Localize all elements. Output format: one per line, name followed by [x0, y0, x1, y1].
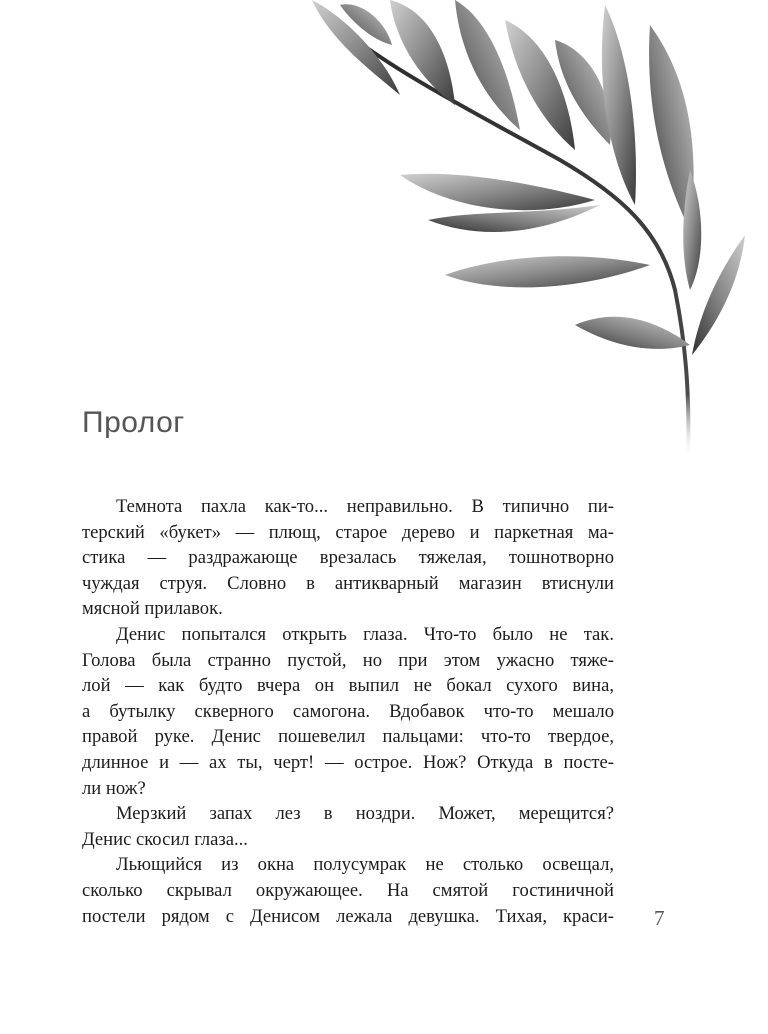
chapter-title: Пролог: [82, 406, 185, 439]
text-line: терский «букет» — плющ, старое дерево и паркетная ма-: [82, 521, 614, 543]
text-line: Денис скосил глаза...: [82, 828, 248, 850]
text-line: длинное и — ах ты, черт! — острое. Нож? Откуда в посте-: [82, 751, 614, 773]
leaf-13: [445, 256, 650, 287]
text-line: постели рядом с Денисом лежала девушка. Тихая, краси-: [82, 905, 614, 927]
leaf-14: [575, 317, 690, 349]
leaf-11: [400, 174, 595, 210]
leaf-branch-icon: [290, 0, 768, 470]
text-line: лой — как будто вчера он выпил не бокал сухого вина,: [82, 675, 614, 697]
text-line: Темнота пахла как-то... неправильно. В типично пи-: [116, 496, 614, 517]
text-line: стика — раздражающе врезалась тяжелая, тошнотворно: [82, 547, 614, 569]
text-line: ли нож?: [82, 777, 146, 799]
leaf-5: [505, 20, 575, 150]
text-line: Мерзкий запах лез в ноздри. Может, мерещится?: [116, 803, 614, 825]
paragraph: [82, 494, 614, 622]
text-line: а бутылку скверного самогона. Вдобавок что-то мешало: [82, 700, 614, 722]
body-text: [82, 494, 614, 929]
text-line: мясной прилавок.: [82, 598, 223, 620]
leaf-4: [455, 0, 520, 130]
paragraph: [82, 801, 614, 852]
text-line: чуждая струя. Словно в антикварный магазин втиснули: [82, 572, 614, 594]
leaf-3: [390, 0, 455, 105]
text-line: Голова была странно пустой, но при этом ужасно тяже-: [82, 649, 614, 671]
leaf-7: [602, 5, 636, 205]
text-line: правой руке. Денис пошевелил пальцами: что-то твердое,: [82, 726, 614, 748]
paragraph: [82, 622, 614, 801]
paragraph: [82, 852, 614, 929]
text-line: Льющийся из окна полусумрак не столько освещал,: [116, 854, 614, 876]
text-line: сколько скрывал окружающее. На смятой гостиничной: [82, 879, 614, 901]
page-number: 7: [654, 906, 665, 930]
text-line: Денис попытался открыть глаза. Что-то было не так.: [116, 623, 614, 645]
